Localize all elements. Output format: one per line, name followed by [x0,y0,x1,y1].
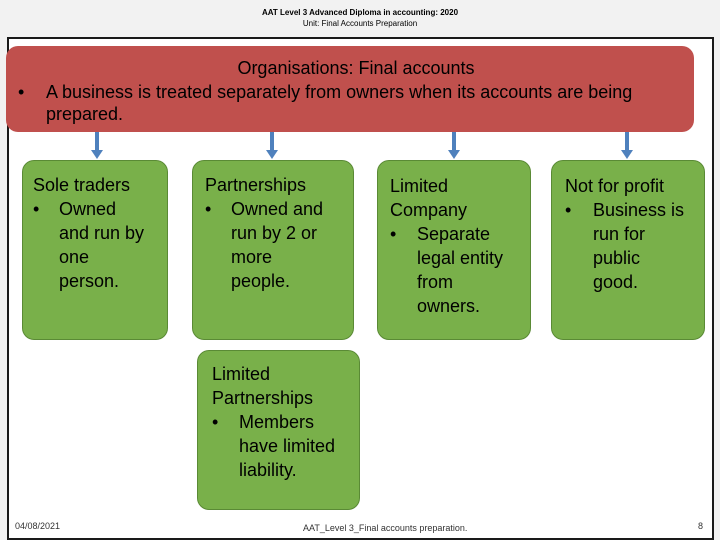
box-title: Not for profit [565,176,665,196]
box-line: owners. [417,296,481,316]
box-title-line2: Partnerships [212,388,314,408]
footer-source: AAT_Level 3_Final accounts preparation. [303,523,468,533]
header-subtitle: Unit: Final Accounts Preparation [302,19,418,28]
bullet-marker: • [18,82,25,102]
box-line: Owned and [231,199,324,219]
box-line: public [593,248,641,268]
page-number: 8 [698,521,704,531]
box-line: from [417,272,453,292]
box-line: one [59,247,90,267]
banner [6,46,694,132]
box-line: have limited [239,436,336,456]
connector-arrow [452,132,456,152]
box-line: Separate [417,224,491,244]
box-line: legal entity [417,248,504,268]
box-title: Partnerships [205,175,307,195]
not-for-profit-box [551,160,705,340]
box-line: liability. [239,460,297,480]
footer-date: 04/08/2021 [15,521,61,531]
bullet-marker: • [212,412,219,432]
limited-company-box [377,160,531,340]
box-line: run for [593,224,646,244]
header-title: AAT Level 3 Advanced Diploma in accounting: 2020 [261,8,459,17]
arrowhead-icon [91,150,103,159]
arrowhead-icon [266,150,278,159]
connector-arrow [625,132,629,152]
box-line: and run by [59,223,145,243]
arrowhead-icon [621,150,633,159]
arrowhead-icon [448,150,460,159]
box-title: Sole traders [33,175,131,195]
box-line: more [231,247,273,267]
box-line: run by 2 or [231,223,318,243]
banner-title: Organisations: Final accounts [237,58,475,78]
banner-bullet-text: A business is treated separately from owners when its accounts are being prepared. [46,82,633,124]
connector-arrow [95,132,99,152]
box-line: good. [593,272,639,292]
box-line: Business is [593,200,685,220]
bullet-marker: • [565,200,572,220]
sole-traders-box [22,160,168,340]
bullet-marker: • [205,199,212,219]
connector-arrow [270,132,274,152]
box-title: Limited [212,364,271,384]
box-line: Owned [59,199,117,219]
bullet-marker: • [390,224,397,244]
bullet-marker: • [33,199,40,219]
box-line: person. [59,271,120,291]
box-title: Limited [390,176,449,196]
partnerships-box [192,160,354,340]
box-line: Members [239,412,315,432]
box-line: people. [231,271,291,291]
limited-partnerships-box [197,350,360,510]
box-title-line2: Company [390,200,468,220]
